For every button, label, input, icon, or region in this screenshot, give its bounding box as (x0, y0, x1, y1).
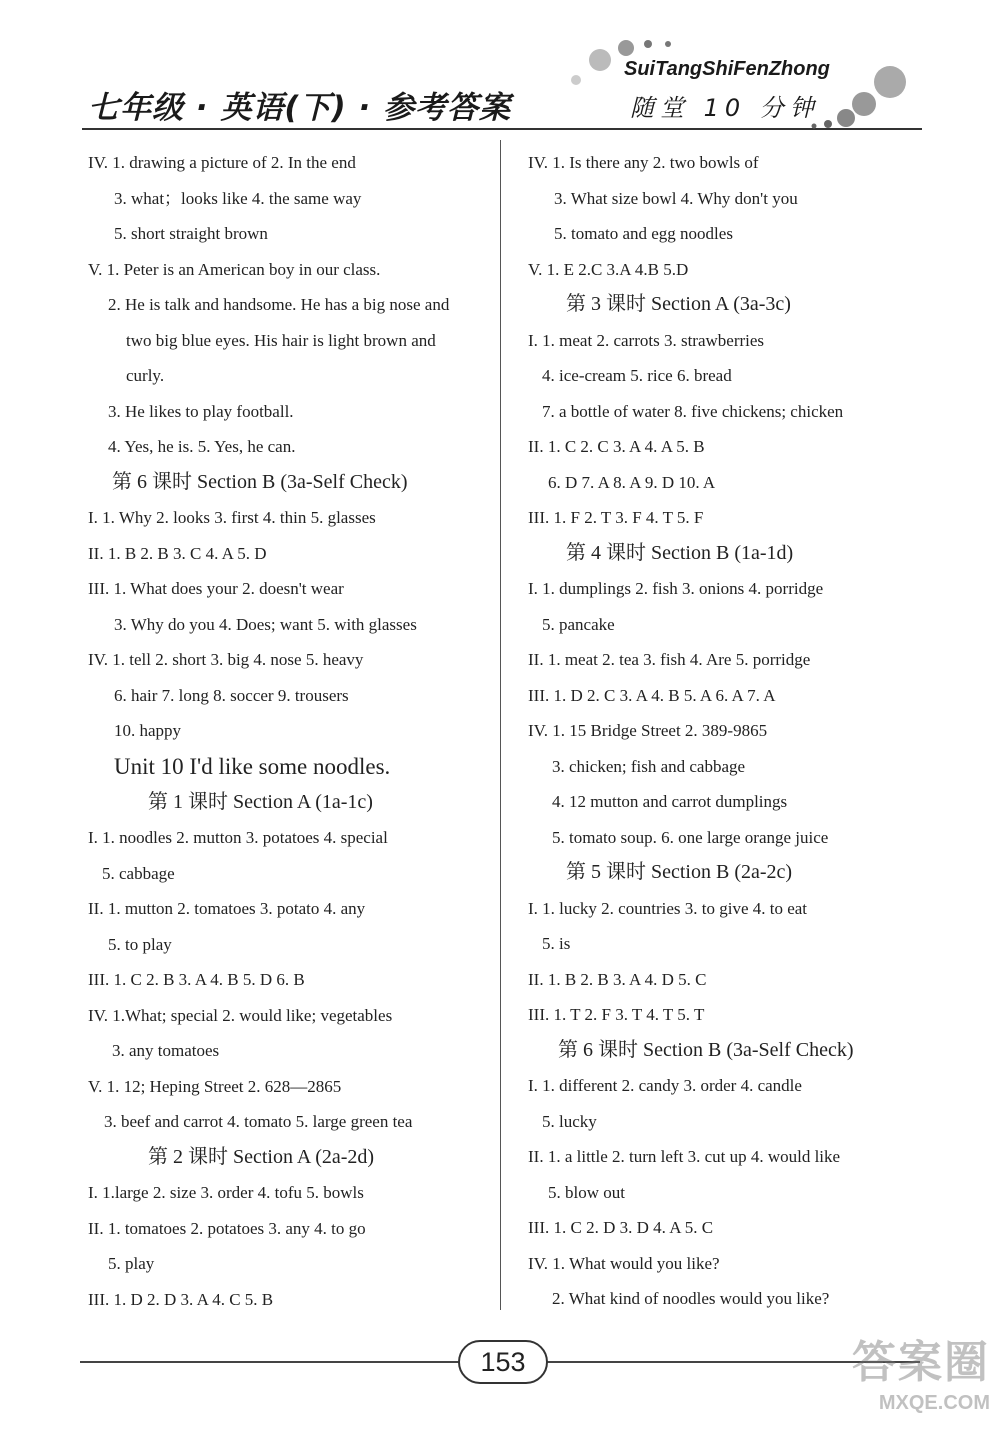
answer-line: 5. pancake (542, 614, 615, 634)
answer-line: V. 1. 12; Heping Street 2. 628—2865 (88, 1076, 342, 1096)
page-number: 153 (458, 1340, 548, 1384)
answer-line: II. 1. mutton 2. tomatoes 3. potato 4. any (88, 899, 366, 918)
answer-line: 3. chicken; fish and cabbage (552, 756, 746, 776)
watermark-logo (820, 1338, 990, 1428)
answer-line: IV. 1. What would you like? (528, 1253, 720, 1273)
page-title: 七年级 · 英语(下) · 参考答案 (88, 90, 512, 126)
answer-line: 3. any tomatoes (112, 1041, 220, 1060)
answer-line: II. 1. tomatoes 2. potatoes 3. any 4. to go (88, 1218, 366, 1238)
answer-line: 3. what；looks like 4. the same way (114, 188, 362, 208)
unit-title: Unit 10 I'd like some noodles. (114, 753, 391, 779)
answer-line: 4. ice-cream 5. rice 6. bread (542, 366, 732, 385)
answer-line: 6. hair 7. long 8. soccer 9. trousers (114, 685, 349, 705)
answer-line: 2. What kind of noodles would you like? (552, 1289, 830, 1308)
answer-line: II. 1. a little 2. turn left 3. cut up 4. would like (528, 1147, 841, 1166)
answer-line: I. 1. different 2. candy 3. order 4. candle (528, 1076, 802, 1095)
lesson-heading: 第 2 课时 Section A (2a-2d) (148, 1145, 375, 1168)
answer-line: IV. 1. drawing a picture of 2. In the end (88, 153, 356, 172)
answer-line: 5. blow out (548, 1182, 625, 1202)
answer-line: 6. D 7. A 8. A 9. D 10. A (548, 472, 716, 492)
lesson-heading: 第 3 课时 Section A (3a-3c) (566, 293, 791, 315)
answer-line: I. 1. meat 2. carrots 3. strawberries (528, 330, 765, 350)
watermark-text: 答案圈 (852, 1337, 990, 1388)
answer-line: 5. is (542, 934, 571, 953)
answer-line: III. 1. What does your 2. doesn't wear (88, 579, 344, 598)
answer-line: III. 1. D 2. C 3. A 4. B 5. A 6. A 7. A (528, 685, 776, 705)
answer-line: 5. lucky (542, 1111, 597, 1131)
decorative-dots-icon (560, 30, 920, 140)
answer-line: I. 1. dumplings 2. fish 3. onions 4. porridge (528, 579, 824, 598)
answer-line: 2. He is talk and handsome. He has a big nose and (108, 295, 450, 314)
answer-line: 3. He likes to play football. (108, 401, 294, 421)
left-column (88, 145, 488, 1317)
answer-line: 5. cabbage (102, 863, 175, 883)
brand-chinese: 随堂 10 分钟 (630, 94, 820, 122)
right-column (528, 145, 928, 1317)
page-header (0, 0, 1000, 140)
answer-line: I. 1. Why 2. looks 3. first 4. thin 5. glasses (88, 508, 376, 527)
answer-line: I. 1. noodles 2. mutton 3. potatoes 4. special (88, 828, 388, 847)
answer-line: 5. tomato and egg noodles (554, 224, 733, 243)
answer-line: III. 1. D 2. D 3. A 4. C 5. B (88, 1289, 274, 1309)
answer-line: IV. 1. tell 2. short 3. big 4. nose 5. heavy (88, 650, 364, 669)
watermark-url: MXQE.COM (878, 1392, 990, 1414)
answer-line: II. 1. C 2. C 3. A 4. A 5. B (528, 437, 705, 456)
footer-rule-left (80, 1361, 460, 1363)
lesson-heading: 第 6 课时 Section B (3a-Self Check) (112, 470, 408, 493)
brand-pinyin: SuiTangShiFenZhong (624, 58, 830, 80)
answer-line: II. 1. B 2. B 3. A 4. D 5. C (528, 969, 707, 989)
answer-line: I. 1. lucky 2. countries 3. to give 4. to eat (528, 898, 808, 918)
answer-line: 5. to play (108, 934, 172, 954)
lesson-heading: 第 6 课时 Section B (3a-Self Check) (558, 1038, 854, 1061)
answer-line: IV. 1.What; special 2. would like; vegetables (88, 1005, 393, 1025)
answer-line: V. 1. E 2.C 3.A 4.B 5.D (528, 259, 689, 279)
answer-line: IV. 1. 15 Bridge Street 2. 389-9865 (528, 721, 768, 740)
answer-line: III. 1. C 2. B 3. A 4. B 5. D 6. B (88, 970, 305, 989)
answer-line: 5. tomato soup. 6. one large orange juice (552, 827, 829, 847)
answer-line: two big blue eyes. His hair is light brown and (126, 330, 436, 350)
answer-line: III. 1. T 2. F 3. T 4. T 5. T (528, 1005, 705, 1024)
answer-line: IV. 1. Is there any 2. two bowls of (528, 153, 759, 172)
answer-line: 10. happy (114, 721, 182, 740)
answer-line: 3. Why do you 4. Does; want 5. with glasses (114, 614, 417, 634)
answer-line: II. 1. meat 2. tea 3. fish 4. Are 5. porridge (528, 650, 811, 669)
answer-line: III. 1. F 2. T 3. F 4. T 5. F (528, 508, 704, 527)
answer-line: 4. Yes, he is. 5. Yes, he can. (108, 437, 296, 456)
answer-line: 3. beef and carrot 4. tomato 5. large green tea (104, 1112, 413, 1131)
lesson-heading: 第 5 课时 Section B (2a-2c) (566, 861, 793, 883)
answer-line: 4. 12 mutton and carrot dumplings (552, 792, 788, 811)
answer-line: 5. short straight brown (114, 224, 268, 243)
answer-line: 5. play (108, 1254, 155, 1273)
answer-line: curly. (126, 366, 165, 385)
answer-line: 7. a bottle of water 8. five chickens; chicken (542, 401, 844, 421)
lesson-heading: 第 4 课时 Section B (1a-1d) (566, 541, 794, 564)
answer-line: I. 1.large 2. size 3. order 4. tofu 5. bowls (88, 1183, 364, 1202)
answer-line: V. 1. Peter is an American boy in our class. (88, 259, 381, 279)
answer-line: III. 1. C 2. D 3. D 4. A 5. C (528, 1218, 714, 1237)
lesson-heading: 第 1 课时 Section A (1a-1c) (148, 790, 373, 813)
answer-line: II. 1. B 2. B 3. C 4. A 5. D (88, 543, 267, 563)
answer-line: 3. What size bowl 4. Why don't you (554, 188, 798, 208)
column-divider (500, 140, 501, 1310)
